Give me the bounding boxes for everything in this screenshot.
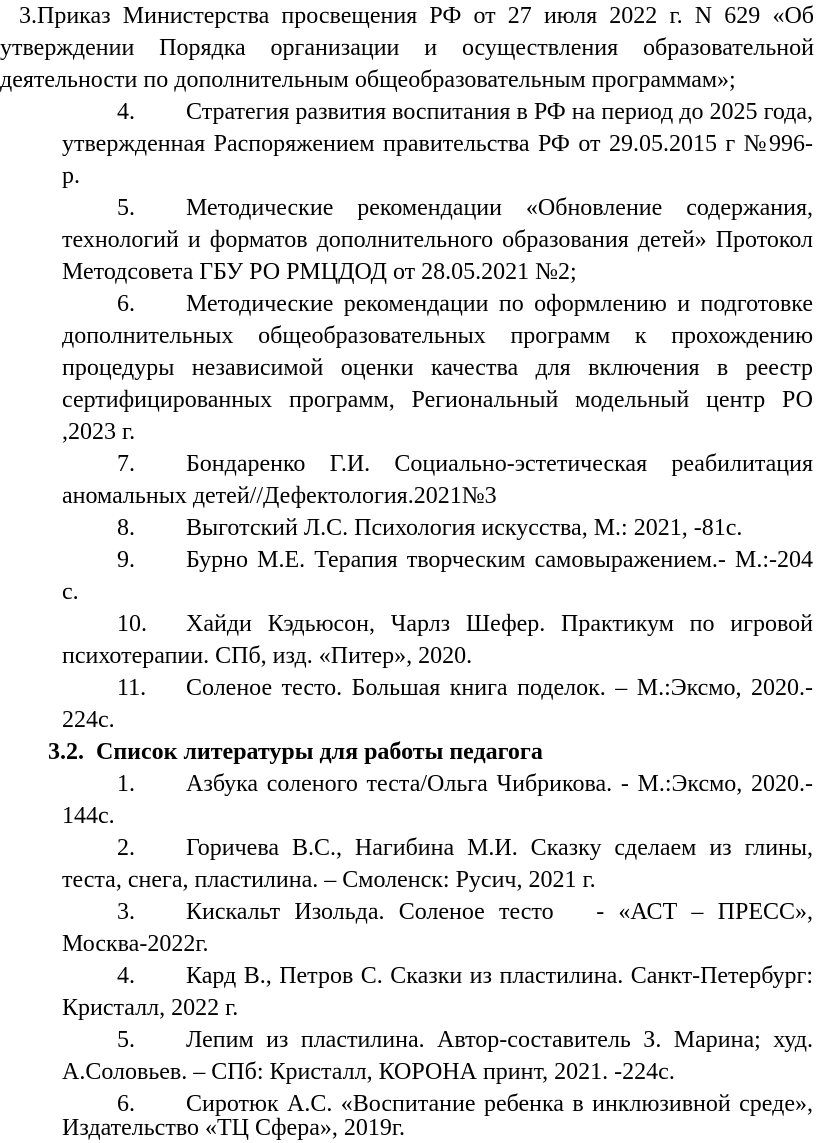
item-number: 6.: [117, 1091, 135, 1117]
item-number: 8.: [117, 515, 135, 541]
item-line: Бурно М.Е. Терапия творческим самовыражением.- М.:-204: [186, 547, 813, 573]
item-line: 144с.: [62, 803, 115, 829]
item-line: Стратегия развития воспитания в РФ на период до 2025 года,: [186, 99, 813, 125]
item-line: Методические рекомендации «Обновление содержания,: [186, 195, 813, 221]
item-line: Кискальт Изольда. Соленое тесто - «АСТ – ПРЕСС»,: [186, 899, 813, 925]
item-number: 2.: [117, 835, 135, 861]
item-line: Методические рекомендации по оформлению и подготовке: [186, 291, 813, 317]
item-line: утверждении Порядка организации и осуществления образовательной: [0, 35, 814, 61]
item-number: 3.: [117, 899, 135, 925]
item-number: 7.: [117, 451, 135, 477]
item-line: Выготский Л.С. Психология искусства, М.: 2021, -81с.: [186, 515, 743, 541]
item-line: Методсовета ГБУ РО РМЦДОД от 28.05.2021 №2;: [62, 259, 577, 285]
item-line: Сиротюк А.С. «Воспитание ребенка в инклюзивной среде»,: [186, 1091, 813, 1117]
item-number: 11.: [117, 675, 147, 701]
item-number: 5.: [117, 1027, 135, 1053]
item-number: 5.: [117, 195, 135, 221]
item-number: 6.: [117, 291, 135, 317]
item-line: психотерапии. СПб, изд. «Питер», 2020.: [62, 643, 473, 669]
item-line: деятельности по дополнительным общеобразовательным программам»;: [0, 67, 736, 93]
item-number: 10.: [117, 611, 147, 637]
item-line: 224с.: [62, 707, 115, 733]
item-number: 4.: [117, 963, 135, 989]
item-line: сертифицированных программ, Региональный модельный центр РО: [62, 387, 813, 413]
item-line: Бондаренко Г.И. Социально-эстетическая реабилитация: [186, 451, 813, 477]
item-line: А.Соловьев. – СПб: Кристалл, КОРОНА принт, 2021. -224с.: [62, 1059, 675, 1085]
item-line: р.: [62, 163, 80, 189]
item-line: Азбука соленого теста/Ольга Чибрикова. - М.:Эксмо, 2020.-: [186, 771, 813, 797]
section-heading: 3.2. Список литературы для работы педагога: [48, 739, 543, 765]
item-line: Кристалл, 2022 г.: [62, 995, 239, 1021]
item-line: дополнительных общеобразовательных программ к прохождению: [62, 323, 813, 349]
item-line: Издательство «ТЦ Сфера», 2019г.: [62, 1115, 405, 1141]
item-line: технологий и форматов дополнительного образования детей» Протокол: [62, 227, 813, 253]
item-number: 9.: [117, 547, 135, 573]
item-line: Соленое тесто. Большая книга поделок. – М.:Эксмо, 2020.-: [186, 675, 813, 701]
item-number: 4.: [117, 99, 135, 125]
item-line: Горичева В.С., Нагибина М.И. Сказку сделаем из глины,: [186, 835, 813, 861]
item-line: Лепим из пластилина. Автор-составитель З. Марина; худ.: [186, 1027, 813, 1053]
item-line: Хайди Кэдьюсон, Чарлз Шефер. Практикум по игровой: [186, 611, 813, 637]
item-line: с.: [62, 579, 79, 605]
item-line: Кард В., Петров С. Сказки из пластилина. Санкт-Петербург:: [186, 963, 813, 989]
item-number: 1.: [117, 771, 135, 797]
item-line: Москва-2022г.: [62, 931, 209, 957]
item-line: утвержденная Распоряжением правительства РФ от 29.05.2015 г №996-: [62, 131, 813, 157]
item-line: ,2023 г.: [62, 419, 136, 445]
item-line: 3.Приказ Министерства просвещения РФ от 27 июля 2022 г. N 629 «Об: [19, 3, 814, 29]
item-line: аномальных детей//Дефектология.2021№3: [62, 483, 497, 509]
item-line: процедуры независимой оценки качества для включения в реестр: [62, 355, 813, 381]
item-line: теста, снега, пластилина. – Смоленск: Русич, 2021 г.: [62, 867, 596, 893]
